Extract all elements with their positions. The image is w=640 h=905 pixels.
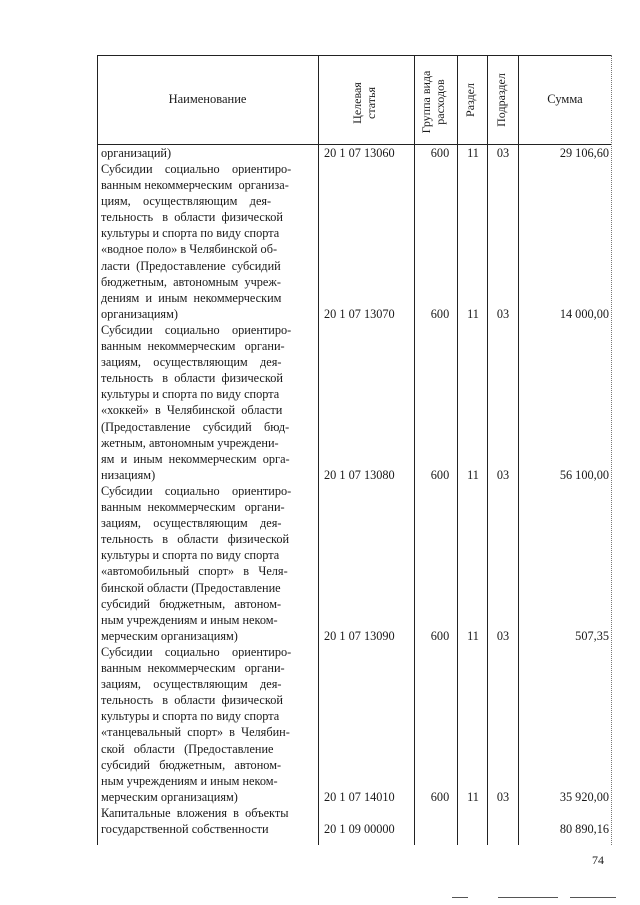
row-section: 11 bbox=[467, 146, 479, 160]
row-sum: 29 106,60 bbox=[559, 146, 609, 160]
header-subsection: Подраздел bbox=[494, 73, 508, 127]
row-subsection: 03 bbox=[496, 307, 510, 321]
row-section: 11 bbox=[467, 307, 479, 321]
row-section: 11 bbox=[467, 468, 479, 482]
row-section: 11 bbox=[467, 790, 479, 804]
row-group: 600 bbox=[430, 629, 450, 643]
row-group: 600 bbox=[430, 146, 450, 160]
page-number: 74 bbox=[592, 853, 604, 867]
row-group: 600 bbox=[430, 468, 450, 482]
row-code: 20 1 07 13070 bbox=[324, 307, 395, 321]
row-subsection: 03 bbox=[496, 629, 510, 643]
row-section: 11 bbox=[467, 629, 479, 643]
header-sum: Сумма bbox=[547, 92, 583, 107]
row-sum: 35 920,00 bbox=[559, 790, 609, 804]
header-group-line2: расходов bbox=[432, 79, 447, 125]
header-code bbox=[351, 59, 381, 147]
column-divider-group-section bbox=[457, 55, 458, 845]
row-sum: 56 100,00 bbox=[559, 468, 609, 482]
row-group: 600 bbox=[430, 790, 450, 804]
column-divider-name-code bbox=[318, 55, 319, 845]
row-code: 20 1 07 13060 bbox=[324, 146, 395, 160]
row-code: 20 1 07 13090 bbox=[324, 629, 395, 643]
header-code-line2: статья bbox=[363, 87, 378, 119]
column-divider-code-group bbox=[414, 55, 415, 845]
row-name: Субсидии социально ориентиро- ванным некоммерческим органи- зациям, осуществляющим дея- тельность в области физической культуры и спорта по виду спорта «автомобильный спорт» в Челя- бинской области (Предоставление субсидий бюджетным, автоном- ным учреждениям и иным неком- мерческим организациям) bbox=[101, 484, 292, 643]
row-sum: 507,35 bbox=[575, 629, 609, 643]
header-name: Наименование bbox=[168, 92, 247, 107]
row-sum: 80 890,16 bbox=[559, 822, 609, 836]
header-code-line1: Целевая bbox=[350, 82, 364, 124]
row-group: 600 bbox=[430, 307, 450, 321]
row-sum: 14 000,00 bbox=[559, 307, 609, 321]
table-left-border bbox=[97, 55, 98, 845]
row-name: Субсидии социально ориентиро- ванным некоммерческим организа- циям, осуществляющим дея- тельность в области физической культуры и спорта по виду спорта «водное поло» в Челябинской об- ласти (Предоставление субсидий бюджетным, автономным учреж- дениям и иным некоммерческим организациям) bbox=[101, 162, 292, 321]
row-subsection: 03 bbox=[496, 468, 510, 482]
footer-scan-mark bbox=[498, 897, 558, 898]
column-divider-subsection-sum bbox=[518, 55, 519, 845]
row-name: Субсидии социально ориентиро- ванным некоммерческим органи- зациям, осуществляющим дея- тельность в области физической культуры и спорта по виду спорта «танцевальный спорт» в Челябин- ской области (Предоставление субсидий бюджетным, автоном- ным учреждениям и иным неком- мерческим организациям) bbox=[101, 645, 292, 804]
row-name: Капитальные вложения в объекты государственной собственности bbox=[101, 806, 289, 837]
footer-scan-mark bbox=[570, 897, 616, 898]
row-name: Субсидии социально ориентиро- ванным некоммерческим органи- зациям, осуществляющим дея- тельность в области физической культуры и спорта по виду спорта «хоккей» в Челябинской области (Предоставление субсидий бюд- жетным, автономным учреждени- ям и иным некоммерческим орга- низациям) bbox=[101, 323, 292, 482]
row-code: 20 1 07 14010 bbox=[324, 790, 395, 804]
row-code: 20 1 07 13080 bbox=[324, 468, 395, 482]
header-section: Раздел bbox=[463, 83, 477, 117]
row-name: организаций) bbox=[101, 146, 172, 160]
column-divider-section-subsection bbox=[487, 55, 488, 845]
table-right-border bbox=[611, 55, 612, 845]
footer-scan-mark bbox=[452, 897, 468, 898]
row-subsection: 03 bbox=[496, 790, 510, 804]
header-group bbox=[420, 58, 452, 146]
row-code: 20 1 09 00000 bbox=[324, 822, 395, 836]
header-group-line1: Группа вида bbox=[419, 70, 433, 134]
row-subsection: 03 bbox=[496, 146, 510, 160]
